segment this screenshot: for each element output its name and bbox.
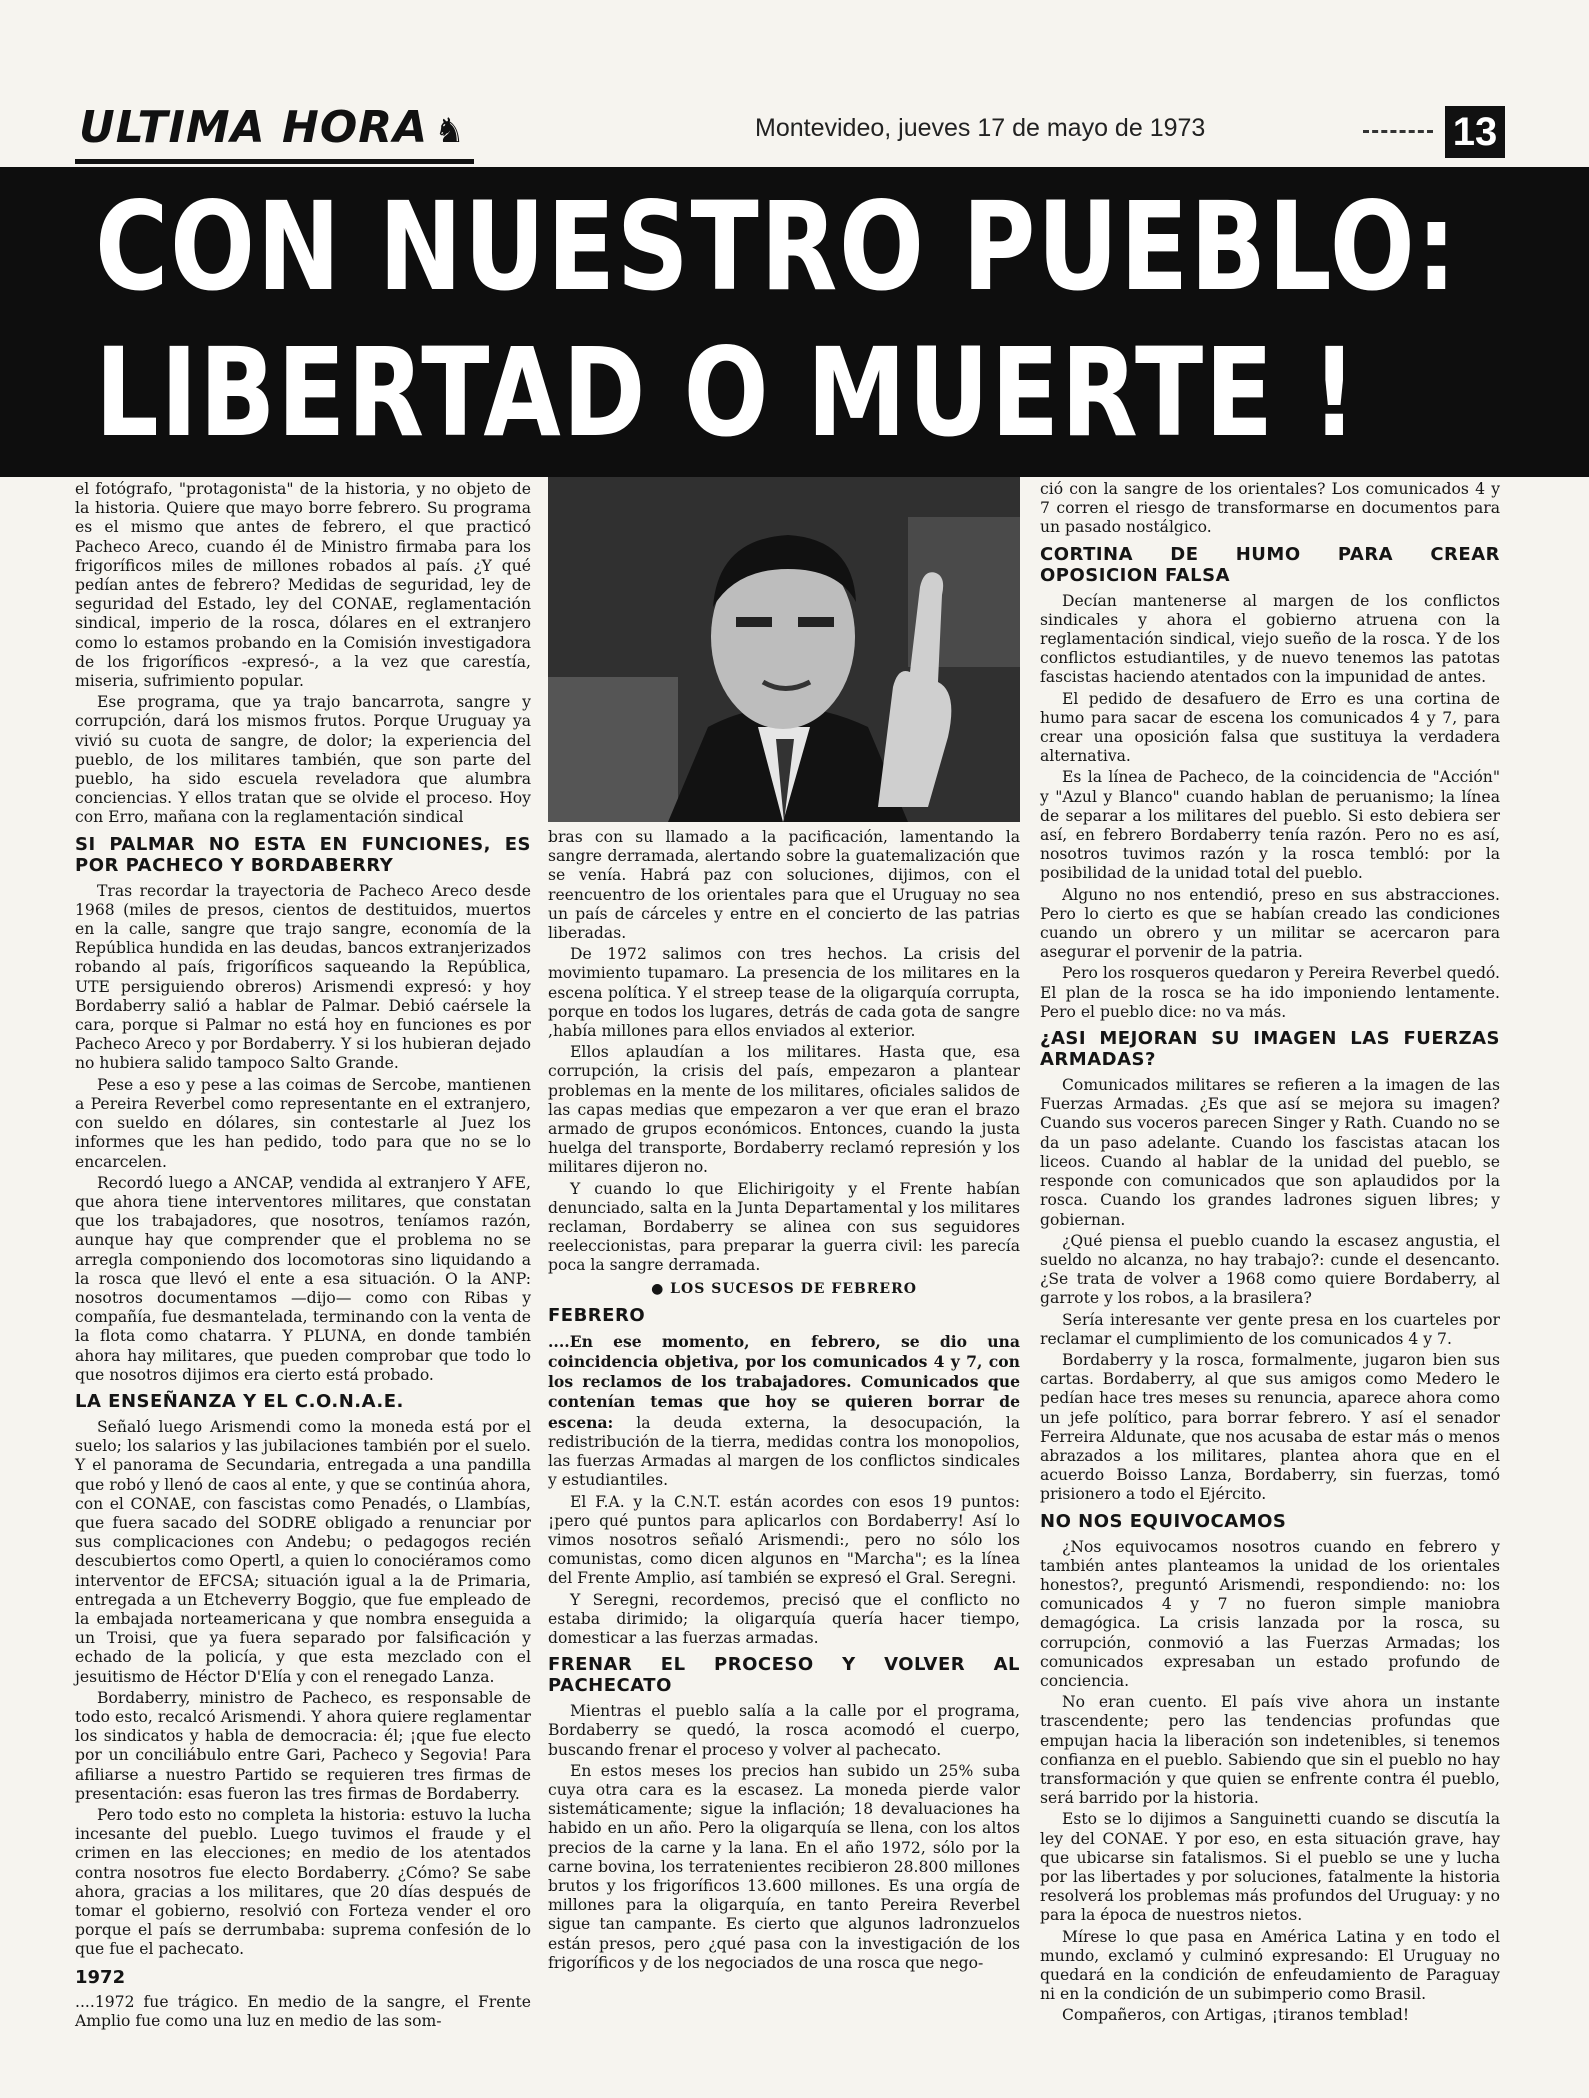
horse-rider-icon: ♞ <box>434 111 466 151</box>
headline-line-2: LIBERTAD O MUERTE ! <box>95 322 1359 464</box>
paragraph: Recordó luego a ANCAP, vendida al extranjero Y AFE, que ahora tiene interventores militares, que constatan que los trabajadores, que nosotros, teníamos razón, aunque hay que comprender que el problema no se arregla componiendo dos locomotoras sino liquidando a la rosca que llevó el ente a esa situación. O la ANP: nosotros documentamos —dijo— como con Ribas y compañía, fue desmantelada, terminando con la venta de la flota como chatarra. Y PLUNA, en donde también ahora hay militares, que pueden comprobar que todo lo que nosotros dijimos era cierto está probado. <box>75 1173 531 1384</box>
paragraph: En estos meses los precios han subido un 25% suba cuya otra cara es la escasez. La moneda pierde valor sistemáticamente; sigue la inflación; 18 devaluaciones ha habido en un año. Pero la oligarquía se llena, con los altos precios de la carne y la lana. En el año 1972, sólo por la carne bovina, los terratenientes recibieron 28.800 millones brutos y los frigoríficos 13.600 millones. Es una orgía de millones para la oligarquía, en tanto Pereira Reverbel sigue tan campante. Es cierto que algunos ladronzuelos están presos, pero ¿qué pasa con la investigación de los frigoríficos y de los negociados de una rosca que nego- <box>548 1761 1020 1972</box>
paragraph: Alguno no nos entendió, preso en sus abstracciones. Pero lo cierto es que se habían creado las condiciones cuando un obrero y un militar se acercaron para asegurar el porvenir de la patria. <box>1040 885 1500 962</box>
paragraph-continuation: la deuda externa, la desocupación, la redistribución de la tierra, medidas contra los monopolios, las fuerzas Armadas al margen de los conflictos sindicales y estudiantiles. <box>548 1413 1020 1490</box>
paragraph <box>548 1332 1020 1491</box>
paragraph: el fotógrafo, "protagonista" de la historia, y no objeto de la historia. Quiere que mayo borre febrero. Su programa es el mismo que antes de febrero, el que practicó Pacheco Areco, cuando él de Ministro firmaba para los frigoríficos miles de millones robados al país. ¿Y qué pedían antes de febrero? Medidas de seguridad, ley de seguridad del Estado, ley del CONAE, reglamentación sindical, imperio de la rosca, dólares en el extranjero como lo estamos probando en la Comisión investigadora de los frigoríficos -expresó-, a la vez que carestía, miseria, sufrimiento popular. <box>75 480 531 691</box>
paragraph: Ese programa, que ya trajo bancarrota, sangre y corrupción, dará los mismos frutos. Porque Uruguay ya vivió su cuota de sangre, de dolor; la experiencia del pueblo, de los militares también, que son parte del pueblo, ha sido escuela reveladora que alumbra conciencias. Y ellos tratan que se olvide el proceso. Hoy con Erro, mañana con la reglamentación sindical <box>75 693 531 827</box>
paragraph: Mírese lo que pasa en América Latina y en todo el mundo, exclamó y culminó expresando: El Uruguay no quedará en la condición de enfeudamiento de Paraguay ni en la condición de un subimperio como Brasil. <box>1040 1927 1500 2004</box>
paragraph: El F.A. y la C.N.T. están acordes con esos 19 puntos: ¡pero qué puntos para aplicarlos con Bordaberry! Así lo vimos nosotros señaló Arismendi:, pero no sólo los comunistas, como dicen algunos en "Marcha"; es la línea del Frente Amplio, así también se expresó el Gral. Seregni. <box>548 1492 1020 1588</box>
column-3 <box>1040 480 1500 2028</box>
lead-text: ....En ese momento, en febrero, se dio una coincidencia objetiva, por los comunicados 4 y 7, con los reclamos de los trabajadores. Comunicados que contenían temas que hoy se quieren borrar de escena: <box>548 1331 1020 1432</box>
paragraph: Decían mantenerse al margen de los conflictos sindicales y ahora el gobierno atruena con la reglamentación sindical, viejo sueño de la rosca. Y de los conflictos estudiantiles, y de nuevo tenemos las patotas fascistas haciendo atentados con la impunidad de antes. <box>1040 591 1500 687</box>
paragraph: Pese a eso y pese a las coimas de Sercobe, mantienen a Pereira Reverbel como representante en el extranjero, con sueldo en dólares, sin contestarle al Juez los informes que les han pedido, todo para que no se lo encarcelen. <box>75 1075 531 1171</box>
masthead <box>75 100 1505 160</box>
section-heading: NO NOS EQUIVOCAMOS <box>1040 1510 1287 1532</box>
headline <box>95 174 1459 466</box>
page-number: 13 <box>1445 106 1505 158</box>
paragraph: Señaló luego Arismendi como la moneda está por el suelo; los salarios y las jubilaciones también por el suelo. Y el panorama de Secundaria, entregada a una pandilla que robó y llenó de caos al ente, y que se continúa ahora, con el CONAE, con fascistas como Penadés, o Llambías, que fuera sacado del SODRE obligado a renunciar por sus complicaciones con Andebu; o pedagogos recién descubiertos como Opertl, a quien lo conociéramos como interventor de EFCSA; situación igual a la de Primaria, entregada a un Etcheverry Boggio, que fue empleado de la embajada norteamericana y que nombra enseguida a un Troisi, que ya fuera separado por falsificación y echado de la policía, y que esta mezclado con el jesuitismo de Héctor D'Elía y con el renegado Lanza. <box>75 1417 531 1686</box>
paragraph: Pero los rosqueros quedaron y Pereira Reverbel quedó. El plan de la rosca se ha ido imponiendo lentamente. Pero el pueblo dice: no va más. <box>1040 964 1500 1021</box>
paragraph: Bordaberry, ministro de Pacheco, es responsable de todo esto, recalcó Arismendi. Y ahora quiere reglamentar los sindicatos y habla de democracia: él; ¡que fue electo por un conciliábulo entre Gari, Pacheco y Segovia! Para afiliarse a nuestro Partido se requieren tres firmas de presentación: esas fueron las tres firmas de Bordaberry. <box>75 1688 531 1803</box>
subsection-label: ● LOS SUCESOS DE FEBRERO <box>651 1280 917 1297</box>
paragraph: ....1972 fue trágico. En medio de la sangre, el Frente Amplio fue como una luz en medio de las som- <box>75 1992 531 2031</box>
paragraph: Y Seregni, recordemos, precisó que el conflicto no estaba dirimido; la oligarquía quería hacer tiempo, domesticar a las fuerzas armadas. <box>548 1590 1020 1647</box>
section-heading: SI PALMAR NO ESTA EN FUNCIONES, ES POR PACHECO Y BORDABERRY <box>75 833 531 876</box>
paragraph: ¿Nos equivocamos nosotros cuando en febrero y también antes planteamos la unidad de los orientales honestos?, preguntó Arismendi, respondiendo: no: los comunicados 4 y 7 no fueron simple maniobra demagógica. La crisis lanzada por la rosca, su corrupción, conmovió a las Fuerzas Armadas; los comunicados expresaban un estado profundo de conciencia. <box>1040 1537 1500 1690</box>
paragraph: Es la línea de Pacheco, de la coincidencia de "Acción" y "Azul y Blanco" cuando hablan de peruanismo; la línea de separar a los militares del pueblo. Si esto debiera ser así, en febrero Bordaberry tenía razón. Pero no es así, nosotros tuvimos razón y la rosca tembló: por la posibilidad de la unidad total del pueblo. <box>1040 768 1500 883</box>
paragraph: ¿Qué piensa el pueblo cuando la escasez angustia, el sueldo no alcanza, no hay trabajo?: cunde el desencanto. ¿Se trata de volver a 1968 como quiere Bordaberry, al garrote y los robos, a la brasilera? <box>1040 1231 1500 1308</box>
dateline: Montevideo, jueves 17 de mayo de 1973 <box>755 114 1206 142</box>
paragraph: Pero todo esto no completa la historia: estuvo la lucha incesante del pueblo. Luego tuvimos el fraude y el crimen en las elecciones; en medio de los atentados contra nosotros fue electo Bordaberry. ¿Cómo? Se sabe ahora, gracias a los militares, que 20 días después de tomar el gobierno, resolvió con Forteza vender el oro porque el país se derrumbaba: suprema confesión de lo que fue el pachecato. <box>75 1806 531 1959</box>
paragraph: El pedido de desafuero de Erro es una cortina de humo para sacar de escena los comunicados 4 y 7, para crear una oposición falsa que sustituya la verdadera alternativa. <box>1040 689 1500 766</box>
paragraph: Sería interesante ver gente presa en los cuarteles por reclamar el cumplimiento de los comunicados 4 y 7. <box>1040 1310 1500 1348</box>
column-2 <box>548 828 1020 1975</box>
divider <box>1363 130 1433 133</box>
newspaper-logo: ULTIMA HORA ♞ <box>75 100 474 164</box>
paragraph: Tras recordar la trayectoria de Pacheco Areco desde 1968 (miles de presos, cientos de destituidos, muertos en la calle, sangre que trajo sangre, economía de la República hundida en las deudas, bancos extranjerizados robando al país, frigoríficos saqueando la República, UTE persiguiendo obreros) Arismendi expresó: y hoy Bordaberry salió a hablar de Palmar. Debió caérsele la cara, porque si Palmar no está hoy en funciones es por Pacheco Areco y por Bordaberry. Y si los hubieran dejado no hubiera salido tampoco Salto Grande. <box>75 881 531 1073</box>
paragraph: Esto se lo dijimos a Sanguinetti cuando se discutía la ley del CONAE. Y por eso, en esta situación grave, hay que ubicarse sin fatalismos. Si el pueblo se une y lucha por las libertades y por soluciones, fatalmente la historia resolverá los problemas más profundos del Uruguay: y no para la época de nuestros nietos. <box>1040 1810 1500 1925</box>
paragraph: ció con la sangre de los orientales? Los comunicados 4 y 7 corren el riesgo de transformarse en documentos para un pasado nostálgico. <box>1040 480 1500 537</box>
section-heading: CORTINA DE HUMO PARA CREAR OPOSICION FALSA <box>1040 543 1500 586</box>
speaker-photo <box>548 477 1020 822</box>
paragraph: Compañeros, con Artigas, ¡tiranos temblad! <box>1062 2006 1410 2025</box>
section-heading: ¿ASI MEJORAN SU IMAGEN LAS FUERZAS ARMADAS? <box>1040 1028 1500 1071</box>
paragraph: Mientras el pueblo salía a la calle por el programa, Bordaberry se quedó, la rosca acomodó el cuerpo, buscando frenar el proceso y volver al pachecato. <box>548 1702 1020 1759</box>
paragraph: Y cuando lo que Elichirigoity y el Frente habían denunciado, salta en la Junta Departamental y los militares reclaman, Bordaberry se alinea con sus seguidores reeleccionistas, para preparar la guerra civil: les parecía poca la sangre derramada. <box>548 1179 1020 1275</box>
column-1 <box>75 480 531 2033</box>
paragraph: Ellos aplaudían a los militares. Hasta que, esa corrupción, la crisis del país, empezaron a plantear problemas en la mente de los militares, oficiales salidos de las capas medias que empezaron a ver que eran el brazo armado de grupos económicos. Entonces, cuando la justa huelga del transporte, Bordaberry reclamó represión y los militares dijeron no. <box>548 1043 1020 1177</box>
paragraph: bras con su llamado a la pacificación, lamentando la sangre derramada, alertando sobre la guatemalización que se venía. Habrá paz con soluciones, dijimos, con el reencuentro de los orientales para que el Uruguay no sea un país de cárceles y entre en el concierto de las patrias liberadas. <box>548 828 1020 943</box>
headline-line-1: CON NUESTRO PUEBLO: <box>95 176 1459 318</box>
section-heading: FRENAR EL PROCESO Y VOLVER AL PACHECATO <box>548 1654 1020 1697</box>
paragraph: Bordaberry y la rosca, formalmente, jugaron bien sus cartas. Bordaberry, al que sus amigos como Medero le pedían hace tres meses su renuncia, aparece ahora como un jefe político, para borrar febrero. Y así el senador Ferreira Aldunate, que nos acusaba de estar más o menos abrazados a los militares, plantea ahora que en el acuerdo Boisso Lanza, Bordaberry, sin fuerzas, tomó prisionero a todo el Ejército. <box>1040 1350 1500 1504</box>
paragraph: No eran cuento. El país vive ahora un instante trascendente; pero las tendencias profundas que empujan hacia la liberación son indetenibles, si tenemos confianza en el pueblo. Sabiendo que sin el pueblo no hay transformación y que quien se enfrente contra él pueblo, será barrido por la historia. <box>1040 1693 1500 1808</box>
section-heading: 1972 <box>75 1966 126 1988</box>
paragraph: Comunicados militares se refieren a la imagen de las Fuerzas Armadas. ¿Es que así se mejora su imagen? Cuando sus voceros parecen Singer y Rath. Cuando no se da un paso adelante. Cuando los fascistas atacan los liceos. Cuando al hablar de la unidad del pueblo, se responde con comunicados que son aplaudidos por la rosca. Cuando los grandes ladrones siguen libres; y gobiernan. <box>1040 1076 1500 1229</box>
paragraph: De 1972 salimos con tres hechos. La crisis del movimiento tupamaro. La presencia de los militares en la escena política. Y el streep tease de la oligarquía corrupta, porque en todos los lugares, detrás de cada gota de sangre ,había millones para ellos enviados al exterior. <box>548 945 1020 1041</box>
section-heading: LA ENSEÑANZA Y EL C.O.N.A.E. <box>75 1390 404 1412</box>
section-heading: FEBRERO <box>548 1304 646 1326</box>
